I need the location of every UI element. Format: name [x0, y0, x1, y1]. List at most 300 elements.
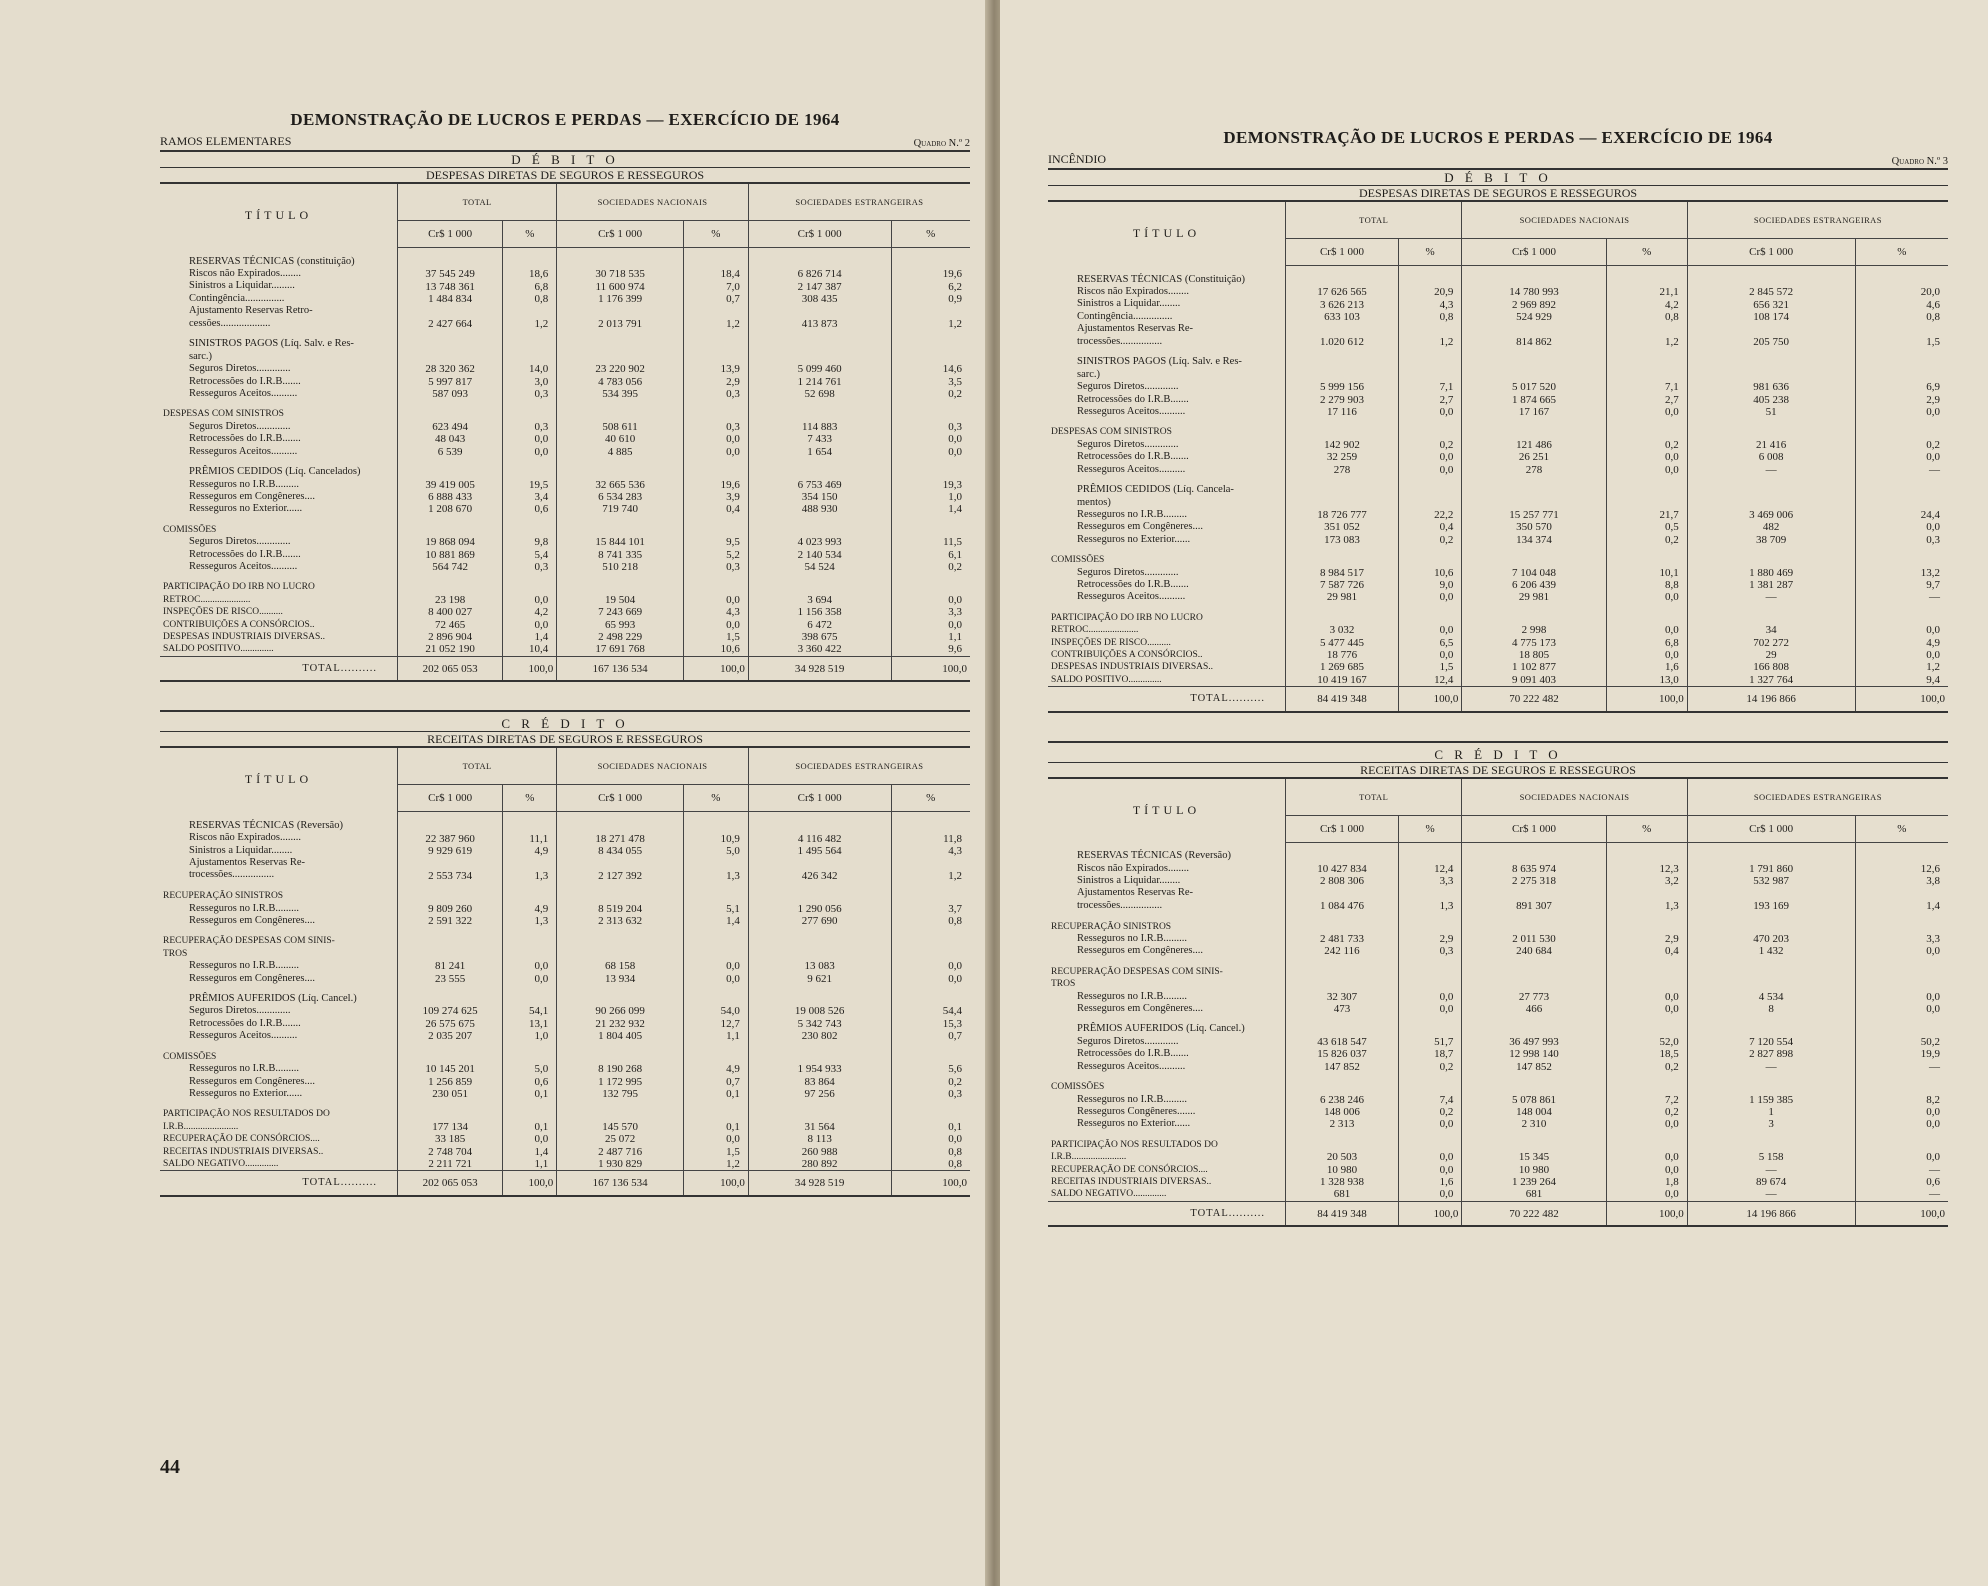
total-amount: 202 065 053 [398, 1171, 503, 1196]
column-header-unit: Cr$ 1 000 [748, 785, 891, 812]
percent-value: 1,2 [726, 318, 740, 331]
row-label: RETROC..................... [163, 594, 251, 605]
amount-value: 19 868 094 [425, 536, 475, 549]
amount-value: 2 313 632 [598, 915, 643, 928]
percent-value: 0,0 [1664, 1188, 1679, 1201]
amount-value: 6 008 [1758, 451, 1784, 464]
table-row [160, 248, 970, 331]
percent-cell [1606, 418, 1687, 476]
amount-value: 2 313 [1329, 1118, 1355, 1131]
amount-value [752, 524, 888, 536]
percent-cell [503, 400, 557, 458]
percent-value: 3,7 [948, 902, 962, 915]
row-label: Resseguros no I.R.B......... [189, 1063, 299, 1075]
left-page [0, 0, 990, 1586]
row-label: Resseguros no I.R.B......... [1077, 1093, 1187, 1105]
row-label: Seguros Diretos............. [189, 363, 291, 375]
amount-value: 13 083 [804, 960, 835, 973]
amount-value: 719 740 [602, 503, 638, 516]
percent-value: 1,1 [534, 1157, 549, 1170]
column-header-unit: Cr$ 1 000 [1687, 239, 1855, 266]
row-label: RESERVAS TÉCNICAS (constituição) [189, 255, 355, 267]
percent-value: 10,6 [1434, 566, 1454, 579]
amount-value [401, 306, 499, 318]
percent-value: 54,1 [528, 1005, 549, 1018]
percent-value: 4,3 [726, 606, 740, 619]
percent-value: 0,2 [1439, 438, 1454, 451]
amount-value: 2 487 716 [598, 1145, 643, 1158]
amount-value: 1 381 287 [1749, 578, 1794, 591]
amount-value [1465, 921, 1602, 933]
value-cell [1462, 266, 1606, 349]
row-label: Resseguros Aceitos.......... [189, 388, 298, 400]
amount-value: 6 534 283 [598, 490, 643, 503]
amount-value: 5 477 445 [1319, 636, 1364, 649]
percent-cell [683, 573, 748, 656]
amount-value: 278 [1333, 463, 1351, 476]
percent-value [895, 351, 963, 363]
table-row [160, 985, 970, 1043]
column-header-unit: Cr$ 1 000 [748, 221, 891, 248]
amount-value: 81 241 [435, 960, 466, 973]
amount-value: 3 360 422 [797, 643, 842, 656]
percent-value: 1,0 [948, 490, 962, 503]
row-label: Contingência............... [1077, 310, 1173, 322]
percent-value: 9,4 [1926, 673, 1940, 686]
credit-section-title: C R É D I T O [1048, 747, 1948, 763]
percent-value: 0,0 [1439, 451, 1454, 464]
amount-value [560, 351, 680, 363]
percent-value: 15,3 [942, 1017, 962, 1030]
row-title-cell [1048, 546, 1286, 604]
credit-table [1048, 779, 1948, 1228]
percent-value [1859, 978, 1940, 990]
amount-value: 17 167 [1518, 406, 1550, 419]
percent-value [1610, 1081, 1679, 1093]
percent-value: 14,0 [528, 363, 549, 376]
total-amount: 14 196 866 [1687, 687, 1855, 712]
row-title-cell [1048, 1015, 1286, 1073]
amount-value [401, 408, 499, 420]
amount-value: 1 159 385 [1749, 1093, 1794, 1106]
amount-value [1465, 324, 1602, 336]
percent-value: — [1929, 1163, 1940, 1176]
amount-value: 8 400 027 [428, 606, 473, 619]
amount-value: 10 419 167 [1317, 673, 1367, 686]
amount-value: 6 539 [437, 445, 463, 458]
table-row [1048, 1073, 1948, 1131]
percent-value: 0,0 [1926, 1105, 1940, 1118]
amount-value: 1 156 358 [797, 606, 842, 619]
row-label: Resseguros no Exterior...... [1077, 533, 1191, 545]
table-row [160, 516, 970, 574]
percent-value: 9,0 [1439, 578, 1454, 591]
amount-value: 28 320 362 [425, 363, 475, 376]
table-row [1048, 958, 1948, 1016]
value-cell [557, 1100, 684, 1171]
percent-value: 0,0 [1664, 624, 1679, 637]
amount-value: 2 427 664 [428, 318, 473, 331]
percent-value: 7,1 [1439, 381, 1454, 394]
total-percent: 100,0 [891, 1171, 970, 1196]
percent-value: 0,0 [1926, 624, 1940, 637]
percent-value: 0,0 [1664, 406, 1679, 419]
percent-value: 1,8 [1664, 1175, 1679, 1188]
percent-value: 0,0 [1664, 648, 1679, 661]
row-label: Resseguros no I.R.B......... [1077, 933, 1187, 945]
amount-value [1465, 851, 1602, 863]
row-label: I.R.B....................... [1051, 1152, 1127, 1163]
percent-value: 0,3 [1439, 945, 1454, 958]
amount-value [1289, 966, 1395, 978]
percent-value: 2,9 [1439, 933, 1454, 946]
row-label: Resseguros Aceitos.......... [1077, 1060, 1186, 1072]
value-cell [398, 812, 503, 883]
amount-value: 4 775 173 [1511, 636, 1556, 649]
row-label: trocessões................ [189, 869, 275, 881]
row-label: TROS [163, 948, 188, 959]
row-label: cessões................... [189, 317, 271, 329]
amount-value: 19 504 [604, 593, 636, 606]
amount-value: 587 093 [432, 388, 469, 401]
row-label: Resseguros em Congêneres.... [189, 490, 315, 502]
value-cell [1462, 958, 1606, 1016]
row-label: RESERVAS TÉCNICAS (Reversão) [1077, 850, 1231, 862]
percent-value: 0,7 [726, 1075, 740, 1088]
percent-value: 4,3 [1439, 298, 1454, 311]
row-label: Resseguros em Congêneres.... [1077, 1003, 1203, 1015]
row-label: SALDO POSITIVO.............. [163, 644, 274, 655]
amount-value: 470 203 [1753, 933, 1789, 946]
amount-value: 29 981 [1326, 591, 1358, 604]
row-label: Resseguros no Exterior...... [1077, 1118, 1191, 1130]
row-label: sarc.) [189, 350, 213, 362]
percent-value [1859, 554, 1940, 566]
percent-value [1859, 369, 1940, 381]
percent-value: 21,7 [1659, 508, 1679, 521]
amount-value: 2 013 791 [598, 318, 643, 331]
percent-cell [1855, 604, 1948, 687]
percent-value: 6,5 [1439, 636, 1454, 649]
amount-value: 2 140 534 [797, 548, 842, 561]
percent-value: 0,6 [1926, 1175, 1940, 1188]
percent-value [895, 890, 963, 902]
value-cell [557, 812, 684, 883]
percent-value: 18,7 [1434, 1048, 1454, 1061]
total-label: TOTAL.......... [1048, 1201, 1286, 1226]
percent-value: 0,1 [534, 1120, 549, 1133]
percent-value [506, 306, 548, 318]
percent-value: — [1929, 1060, 1940, 1073]
percent-value: 9,6 [948, 643, 962, 656]
amount-value: 1 432 [1758, 945, 1784, 958]
value-cell [748, 400, 891, 458]
value-cell [748, 985, 891, 1043]
percent-value: — [1929, 591, 1940, 604]
percent-cell [891, 400, 970, 458]
percent-value [1402, 324, 1453, 336]
amount-value: 38 709 [1756, 533, 1787, 546]
percent-value: 0,3 [726, 560, 740, 573]
percent-value: 0,1 [726, 1120, 740, 1133]
amount-value: 18 271 478 [595, 832, 645, 845]
row-label: Resseguros no Exterior...... [189, 1087, 303, 1099]
percent-value: 0,2 [1664, 1060, 1679, 1073]
amount-value [1465, 356, 1602, 368]
table-row [160, 1100, 970, 1171]
percent-value: 0,2 [1664, 1105, 1679, 1118]
percent-value: 1,2 [726, 1157, 740, 1170]
percent-value: 11,8 [943, 832, 962, 845]
amount-value: 17 691 768 [595, 643, 645, 656]
amount-value: 508 611 [602, 420, 638, 433]
percent-value [506, 890, 548, 902]
value-cell [398, 458, 503, 516]
percent-value: 0,0 [1926, 1151, 1940, 1164]
row-label: COMISSÕES [163, 524, 217, 535]
percent-value [506, 581, 548, 593]
percent-value [506, 338, 548, 350]
percent-value [1610, 612, 1679, 624]
amount-value [1289, 1139, 1395, 1151]
percent-value: 7,2 [1664, 1093, 1679, 1106]
percent-value [687, 820, 740, 832]
row-label: PARTICIPAÇÃO DO IRB NO LUCRO [1051, 612, 1203, 623]
row-label: PRÊMIOS CEDIDOS (Líq. Cancela- [1077, 484, 1234, 496]
amount-value: 89 674 [1756, 1175, 1787, 1188]
percent-cell [891, 927, 970, 985]
value-cell [1462, 348, 1606, 418]
value-cell [1687, 546, 1855, 604]
amount-value: 205 750 [1753, 336, 1789, 349]
row-label: RETROC..................... [1051, 625, 1139, 636]
amount-value [560, 1051, 680, 1063]
value-cell [398, 330, 503, 400]
row-title-cell [160, 330, 398, 400]
amount-value: 14 780 993 [1509, 286, 1559, 299]
amount-value: 8 [1768, 1003, 1774, 1016]
total-amount: 167 136 534 [557, 1171, 684, 1196]
table-row [160, 458, 970, 516]
percent-cell [1606, 913, 1687, 958]
value-cell [1286, 348, 1399, 418]
row-label: INSPEÇÕES DE RISCO.......... [163, 607, 283, 618]
column-header-estrangeiras: SOCIEDADES ESTRANGEIRAS [748, 184, 970, 221]
percent-value: 0,0 [948, 445, 962, 458]
amount-value: 2 845 572 [1749, 286, 1794, 299]
amount-value [401, 338, 499, 350]
percent-value: 4,3 [948, 845, 962, 857]
percent-value: 0,2 [1439, 1105, 1454, 1118]
percent-value [895, 1051, 963, 1063]
percent-value [895, 993, 963, 1005]
percent-value: 4,2 [534, 606, 549, 619]
table-row [160, 330, 970, 400]
percent-cell [1606, 1073, 1687, 1131]
branch-name: INCÊNDIO [1048, 152, 1106, 166]
amount-value [560, 306, 680, 318]
amount-value: 39 419 005 [425, 478, 475, 491]
total-row [160, 656, 970, 681]
percent-value: 1,4 [534, 630, 549, 643]
amount-value: 2 211 721 [428, 1157, 472, 1170]
percent-value: 0,0 [1664, 463, 1679, 476]
amount-value: 9 929 619 [428, 845, 473, 857]
column-header-percent: % [503, 785, 557, 812]
percent-cell [891, 812, 970, 883]
percent-value [1859, 274, 1940, 286]
percent-cell [891, 985, 970, 1043]
percent-value [687, 993, 740, 1005]
amount-value: 9 809 260 [428, 902, 473, 915]
amount-value: 29 [1765, 648, 1777, 661]
percent-value [1610, 1023, 1679, 1035]
amount-value: 9 091 403 [1511, 673, 1556, 686]
amount-value [401, 466, 499, 478]
value-cell [557, 1043, 684, 1101]
percent-value: 2,7 [1664, 393, 1679, 406]
percent-value: 0,6 [534, 503, 549, 516]
percent-value [895, 820, 963, 832]
amount-value: 633 103 [1324, 311, 1360, 324]
amount-value: 6 206 439 [1511, 578, 1556, 591]
amount-value: 623 494 [432, 420, 469, 433]
percent-cell [683, 248, 748, 331]
total-percent: 100,0 [1855, 687, 1948, 712]
amount-value [560, 993, 680, 1005]
percent-value [687, 935, 740, 947]
amount-value: 1 930 829 [598, 1157, 643, 1170]
percent-value: 6,1 [948, 548, 962, 561]
column-header-nacionais: SOCIEDADES NACIONAIS [557, 748, 749, 785]
percent-value [1402, 966, 1453, 978]
column-header-percent: % [683, 785, 748, 812]
percent-value [1859, 324, 1940, 336]
total-amount: 34 928 519 [748, 656, 891, 681]
row-label: Seguros Diretos............. [1077, 438, 1179, 450]
total-label: TOTAL.......... [160, 656, 398, 681]
percent-value [506, 351, 548, 363]
amount-value: 54 524 [804, 560, 835, 573]
amount-value [752, 581, 888, 593]
amount-value: 15 257 771 [1509, 508, 1559, 521]
amount-value: 1 327 764 [1749, 673, 1794, 686]
amount-value: 354 150 [801, 490, 838, 503]
amount-value: 3 [1768, 1118, 1774, 1131]
percent-cell [1855, 418, 1948, 476]
row-label: CONTRIBUIÇÕES A CONSÓRCIOS.. [1051, 649, 1203, 660]
percent-value: 1,2 [534, 318, 549, 331]
percent-cell [1855, 546, 1948, 604]
column-header-percent: % [683, 221, 748, 248]
percent-value: 0,3 [948, 1087, 962, 1100]
row-label: DESPESAS INDUSTRIAIS DIVERSAS.. [1051, 662, 1214, 673]
percent-cell [1606, 1131, 1687, 1202]
percent-value: 7,0 [726, 280, 740, 293]
percent-value: 19,9 [1920, 1048, 1940, 1061]
column-header-total: TOTAL [462, 197, 492, 207]
percent-value: 0,0 [948, 618, 962, 631]
table-row [1048, 913, 1948, 958]
value-cell [557, 458, 684, 516]
value-cell [398, 1043, 503, 1101]
column-header-titulo: TÍTULO [1048, 779, 1286, 843]
column-header-unit: Cr$ 1 000 [557, 221, 684, 248]
row-label: SALDO POSITIVO.............. [1051, 674, 1162, 685]
row-label: sarc.) [1077, 368, 1101, 380]
percent-value: 1,3 [534, 915, 549, 928]
row-label: SINISTROS PAGOS (Líq. Salv. e Res- [1077, 356, 1242, 368]
percent-value [1402, 888, 1453, 900]
total-label: TOTAL.......... [160, 1171, 398, 1196]
amount-value: 10 427 834 [1317, 863, 1367, 875]
row-label: Resseguros Aceitos.......... [1077, 591, 1186, 603]
amount-value: 4 885 [607, 445, 633, 458]
percent-value: 0,0 [1926, 945, 1940, 958]
amount-value: 3 626 213 [1319, 298, 1364, 311]
percent-value [687, 890, 740, 902]
row-label: trocessões................ [1077, 335, 1163, 347]
row-title-cell [160, 927, 398, 985]
amount-value: 2 553 734 [428, 869, 473, 882]
percent-value: 13,0 [1659, 673, 1679, 686]
percent-cell [891, 573, 970, 656]
percent-value: 13,1 [528, 1017, 549, 1030]
percent-cell [683, 400, 748, 458]
amount-value: 32 307 [1326, 990, 1358, 1003]
amount-value: 147 852 [1516, 1060, 1552, 1073]
amount-value: 656 321 [1753, 298, 1789, 311]
row-label: Ajustamento Reservas Retro- [189, 305, 313, 317]
percent-value: 0,0 [534, 960, 549, 973]
percent-cell [1606, 604, 1687, 687]
percent-value: 0,0 [1664, 1163, 1679, 1176]
percent-cell [1855, 913, 1948, 958]
column-header-unit: Cr$ 1 000 [1687, 815, 1855, 842]
column-header-unit: Cr$ 1 000 [398, 785, 503, 812]
row-label: Sinistros a Liquidar........ [1077, 874, 1181, 886]
amount-value: 1 256 859 [428, 1075, 473, 1088]
amount-value: 7 104 048 [1511, 566, 1556, 579]
amount-value: 17 116 [1327, 406, 1357, 419]
total-amount: 70 222 482 [1462, 687, 1606, 712]
percent-value: 0,2 [948, 1075, 962, 1088]
row-label: SINISTROS PAGOS (Líq. Salv. e Res- [189, 338, 354, 350]
amount-value: 5 078 861 [1511, 1093, 1556, 1106]
percent-value: 3,8 [1926, 875, 1940, 888]
total-percent: 100,0 [1606, 1201, 1687, 1226]
percent-value [1402, 1081, 1453, 1093]
amount-value: 25 072 [604, 1133, 636, 1146]
row-title-cell [160, 882, 398, 927]
value-cell [398, 248, 503, 331]
percent-value: 0,5 [1664, 521, 1679, 534]
amount-value [401, 948, 499, 960]
percent-value: 1,5 [726, 1145, 740, 1158]
amount-value [752, 351, 888, 363]
total-amount: 34 928 519 [748, 1171, 891, 1196]
percent-value [506, 524, 548, 536]
column-header-percent: % [1398, 239, 1461, 266]
column-header-nacionais: SOCIEDADES NACIONAIS [1462, 202, 1687, 239]
percent-value: 51,7 [1434, 1035, 1454, 1048]
percent-value: 0,0 [726, 593, 740, 606]
percent-value: 3,9 [726, 490, 740, 503]
percent-value [687, 857, 740, 869]
percent-value: 1,3 [1664, 900, 1679, 913]
amount-value [1465, 1023, 1602, 1035]
column-header-total: TOTAL [462, 761, 492, 772]
